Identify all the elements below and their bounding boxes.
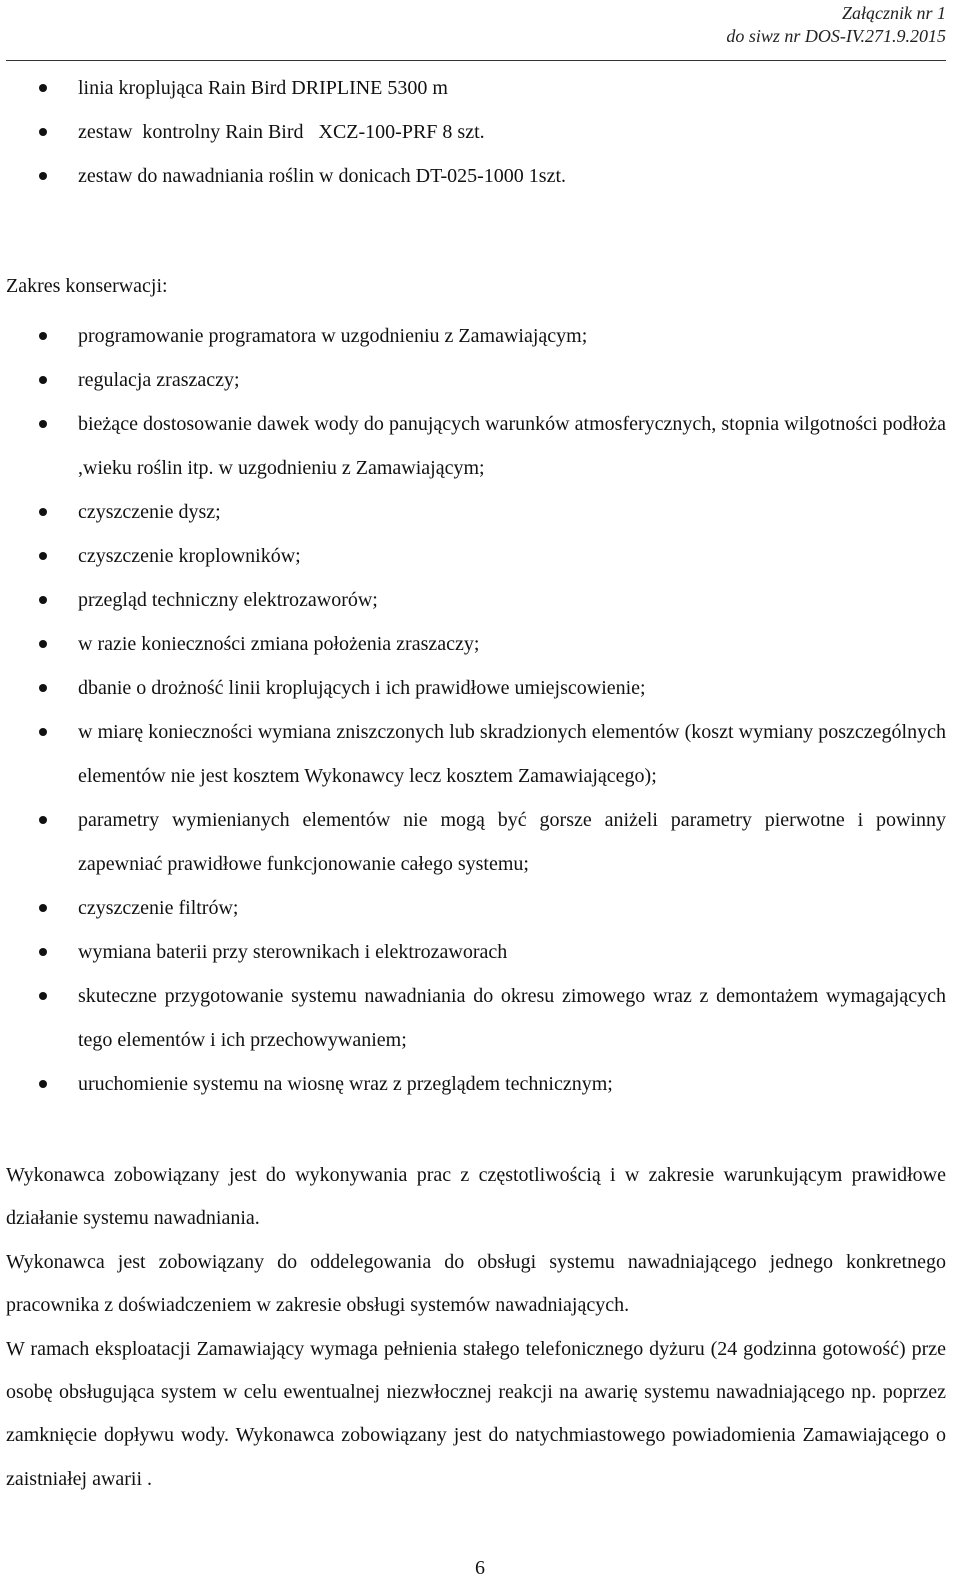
bullet-icon (39, 128, 47, 136)
list-item: uruchomienie systemu na wiosnę wraz z przeglądem technicznym; (0, 1062, 946, 1106)
maintenance-list (0, 314, 946, 1106)
attachment-header (726, 2, 946, 48)
list-item: bieżące dostosowanie dawek wody do panujących warunków atmosferycznych, stopnia wilgotności podłoża ,wieku roślin itp. w uzgodnieniu z Zamawiającym; (0, 402, 946, 490)
list-item: programowanie programatora w uzgodnieniu z Zamawiającym; (0, 314, 946, 358)
siwz-reference: do siwz nr DOS-IV.271.9.2015 (726, 26, 946, 46)
bullet-icon (39, 596, 47, 604)
bullet-icon (39, 640, 47, 648)
equipment-list (0, 66, 946, 198)
bullet-icon (39, 332, 47, 340)
bullet-icon (39, 904, 47, 912)
bullet-icon (39, 1080, 47, 1088)
bullet-icon (39, 84, 47, 92)
list-item: dbanie o drożność linii kroplujących i ich prawidłowe umiejscowienie; (0, 666, 946, 710)
paragraph-staff: Wykonawca jest zobowiązany do oddelegowania do obsługi systemu nawadniającego jednego konkretnego pracownika z doświadczeniem w zakresie obsługi systemów nawadniających. (6, 1250, 946, 1317)
list-item: wymiana baterii przy sterownikach i elektrozaworach (0, 930, 946, 974)
bullet-icon (39, 684, 47, 692)
attachment-label: Załącznik nr 1 (841, 3, 946, 23)
list-item: czyszczenie kroplowników; (0, 534, 946, 578)
bullet-icon (39, 420, 47, 428)
bullet-icon (39, 948, 47, 956)
list-item: zestaw do nawadniania roślin w donicach DT-025-1000 1szt. (0, 154, 946, 198)
bullet-icon (39, 508, 47, 516)
list-item: parametry wymienianych elementów nie mogą być gorsze aniżeli parametry pierwotne i powinny zapewniać prawidłowe funkcjonowanie całego systemu; (0, 798, 946, 886)
page-number: 6 (475, 1557, 485, 1579)
list-item: czyszczenie filtrów; (0, 886, 946, 930)
list-item: linia kroplująca Rain Bird DRIPLINE 5300 m (0, 66, 946, 110)
paragraph-on-call: W ramach eksploatacji Zamawiający wymaga pełnienia stałego telefonicznego dyżuru (24 godzinna gotowość) prze osobę obsługująca system w celu ewentualnej niezwłocznej reakcji na awarię systemu nawadniającego np. poprzez zamknięcie dopływu wody. Wykonawca zobowiązany jest do natychmiastowego powiadomienia Zamawiającego o zaistniałej awarii . (6, 1337, 946, 1490)
list-item: zestaw kontrolny Rain Bird XCZ-100-PRF 8 szt. (0, 110, 946, 154)
bullet-icon (39, 728, 47, 736)
bullet-icon (39, 816, 47, 824)
list-item: w miarę konieczności wymiana zniszczonych lub skradzionych elementów (koszt wymiany poszczególnych elementów nie jest kosztem Wykonawcy lecz kosztem Zamawiającego); (0, 710, 946, 798)
list-item: czyszczenie dysz; (0, 490, 946, 534)
bullet-icon (39, 552, 47, 560)
list-item: regulacja zraszaczy; (0, 358, 946, 402)
bullet-icon (39, 376, 47, 384)
maintenance-heading: Zakres konserwacji: (6, 275, 168, 297)
list-item: skuteczne przygotowanie systemu nawadniania do okresu zimowego wraz z demontażem wymagających tego elementów i ich przechowywaniem; (0, 974, 946, 1062)
bullet-icon (39, 992, 47, 1000)
list-item: w razie konieczności zmiana położenia zraszaczy; (0, 622, 946, 666)
list-item: przegląd techniczny elektrozaworów; (0, 578, 946, 622)
bullet-icon (39, 172, 47, 180)
body-paragraphs (6, 1154, 946, 1501)
paragraph-frequency: Wykonawca zobowiązany jest do wykonywania prac z częstotliwością i w zakresie warunkującym prawidłowe działanie systemu nawadniania. (6, 1164, 946, 1230)
header-divider (6, 60, 946, 61)
